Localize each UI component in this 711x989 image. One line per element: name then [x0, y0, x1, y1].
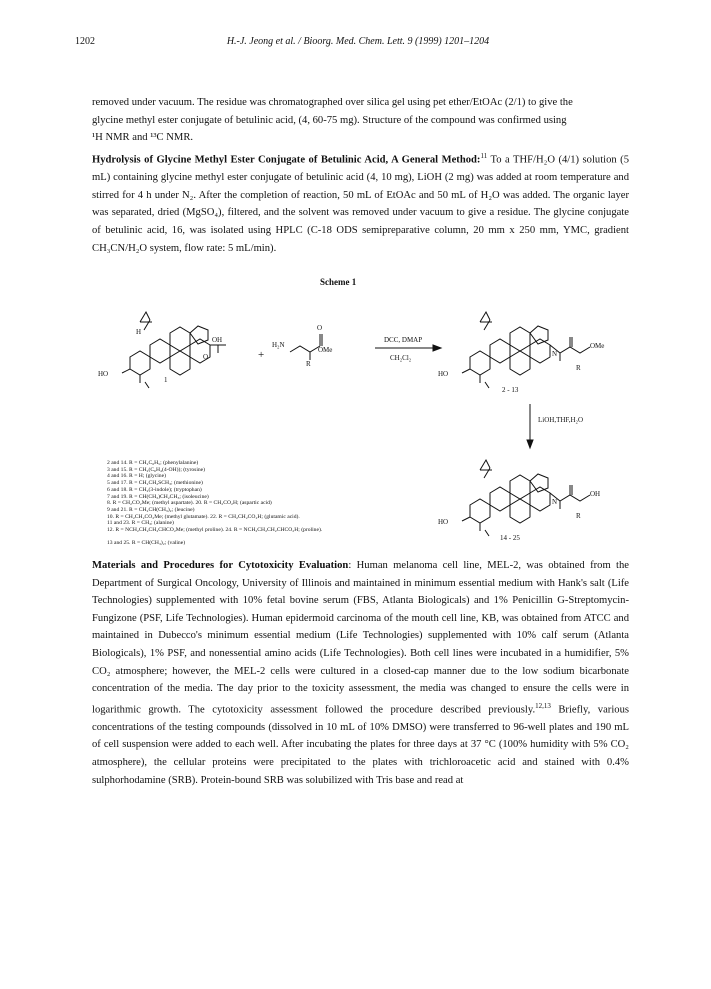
- reagent-bottom: CH₂Cl₂: [390, 354, 412, 362]
- atom-ho: HO: [98, 370, 109, 378]
- atom-h: H: [136, 328, 142, 336]
- atom-oh: OH: [590, 490, 601, 498]
- atom-ome: OMe: [590, 342, 605, 350]
- paragraph-hydrolysis: [92, 148, 629, 257]
- paragraph-text: Briefly, various concentrations of the testing compounds (dissolved in 10 mL of 10% DMSO) were transferred to 96-well plates and 190 mL of cell suspension were added to each well. After incubating the plates for three days at 37 °C (100% humidity with 5% CO₂ atmosphere), the cellular proteins were precipitated to the plates with trichloroacetic acid and stained with 0.4% sulphorhodamine (SRB). Protein-bound SRB was solubilized with Tris base and read at: [92, 704, 629, 786]
- atom-ho: HO: [438, 518, 449, 526]
- legend-entry: 10. R = CH₂CH₂CO₂Me; (methyl glutamate). 22. R = CH₂CH₂CO₂H; (glutamic acid).: [107, 513, 300, 520]
- atom-oh: OH: [212, 336, 223, 344]
- atom-ome: OMe: [318, 346, 333, 354]
- atom-r: R: [576, 364, 581, 372]
- legend-entry: 9 and 21. R = CH₂CH(CH₃)₂; (leucine): [107, 506, 195, 513]
- citation: 12,13: [535, 701, 551, 710]
- atom-h2n: H₂N: [272, 341, 285, 349]
- betulinic-acid-structure: [122, 312, 226, 388]
- section-heading: Materials and Procedures for Cytotoxicity Evaluation: [92, 560, 349, 571]
- legend-entry: 8. R = CH₂CO₂Me; (methyl aspartate). 20. R = CH₂CO₂H; (aspartic acid): [107, 500, 272, 507]
- page-number: 1202: [75, 36, 95, 47]
- scheme-legend: [107, 460, 322, 546]
- legend-entry: 6 and 18. R = CH₂(3-indole); (tryptophan): [107, 486, 202, 493]
- paragraph-1-line: glycine methyl ester conjugate of betulinic acid, (4, 60-75 mg). Structure of the compound was confirmed using: [92, 114, 567, 126]
- citation: 11: [480, 152, 488, 160]
- ester-conjugate-structure: [462, 312, 590, 388]
- legend-entry: 3 and 15. R = CH₂(C₆H₄(4-OH)); (tyrosine): [107, 466, 206, 473]
- paragraph-1-line: ¹H NMR and ¹³C NMR.: [92, 132, 194, 144]
- running-header: [75, 36, 641, 52]
- paragraph-1: [92, 94, 629, 147]
- legend-entry: 2 and 14. R = CH₂C₆H₅; (phenylalanine): [107, 460, 199, 466]
- compound-label-2-13: 2 - 13: [502, 386, 519, 394]
- legend-entry: 12. R = NCH₂CH₂CH₂CHCO₂Me; (methyl proline). 24. R = NCH₂CH₂CH₂CHCO₂H; (proline).: [107, 527, 323, 534]
- running-title: H.-J. Jeong et al. / Bioorg. Med. Chem. Lett. 9 (1999) 1201–1204: [226, 36, 490, 47]
- compound-label-1: 1: [164, 376, 168, 384]
- atom-r: R: [306, 360, 311, 368]
- paragraph-text: To a THF/H₂O (4/1) solution (5 mL) containing glycine methyl ester conjugate of betulinic acid (4, 10 mg), LiOH (2 mg) was added at room temperature and stirred for 4 h under N₂. After the completion of reaction, 50 mL of EtOAc and 50 mL of H₂O was added. The organic layer was separated, dried (MgSO₄), filtered, and the solvent was removed under vacuum to give a residue. The glycine conjugate of betulinic acid, 16, was isolated using HPLC (C-18 ODS semipreparative column, 20 mm x 250 mm, YMC, gradient CH₃CN/H₂O system, flow rate: 5 mL/min).: [92, 154, 629, 254]
- legend-entry: 4 and 16. R = H; (glycine): [107, 473, 166, 480]
- acid-conjugate-structure: [462, 460, 590, 536]
- plus-sign: +: [258, 349, 265, 361]
- compound-label-14-25: 14 - 25: [500, 534, 520, 542]
- legend-entry: 13 and 25. R = CH(CH₃)₂; (valine): [107, 539, 186, 546]
- atom-ho: HO: [438, 370, 449, 378]
- section-heading: Hydrolysis of Glycine Methyl Ester Conjugate of Betulinic Acid, A General Method:: [92, 154, 481, 166]
- hydrolysis-reagent: LiOH,THF,H₂O: [538, 416, 584, 424]
- atom-o: O: [317, 324, 323, 332]
- legend-entry: 11 and 23. R = CH₃; (alanine): [107, 520, 174, 527]
- atom-o: O: [203, 353, 209, 361]
- legend-entry: 7 and 19. R = CH(CH₃)CH₂CH₃; (isoleucine): [107, 493, 209, 500]
- paragraph-text: : Human melanoma cell line, MEL-2, was obtained from the Department of Surgical Oncology, University of Illinois and maintained in minimum essential medium with Hank's salt (Life Technologies) supplemented with 10% fetal bovine serum (FBS, Atlanta Biologicals) and 1% Penicillin G-Streptomycin-Fungizone (PSF, Life Technologies). Human epidermoid carcinoma of the mouth cell line, KB, was obtained from ATCC and maintained in Dubecco's minimum essential medium (Life Technologies) supplemented with 10% calf serum (Atlanta Biologicals), 1% PSF, and nonessential amino acids (Life Technologies). Both cell lines were incubated in a humidifier, 5% CO₂ atmosphere; however, the MEL-2 cells were cultured in a closed-cap manner due to the low sodium bicarbonate concentration of the media. The day prior to the toxicity assessment, the media was changed to ensure the cells were in logarithmic growth. The cytotoxicity assessment followed the procedure described previously.: [92, 560, 629, 716]
- legend-entry: 5 and 17. R = CH₂CH₂SCH₃; (methionine): [107, 480, 203, 487]
- reagent-top: DCC, DMAP: [384, 336, 423, 344]
- atom-n: N: [552, 350, 558, 358]
- atom-r: R: [576, 512, 581, 520]
- atom-n: N: [552, 498, 558, 506]
- scheme-title: Scheme 1: [320, 277, 357, 287]
- paragraph-cytotoxicity: [92, 557, 629, 789]
- paragraph-1-line: removed under vacuum. The residue was chromatographed over silica gel using pet ether/EtOAc (2/1) to give the: [92, 97, 573, 108]
